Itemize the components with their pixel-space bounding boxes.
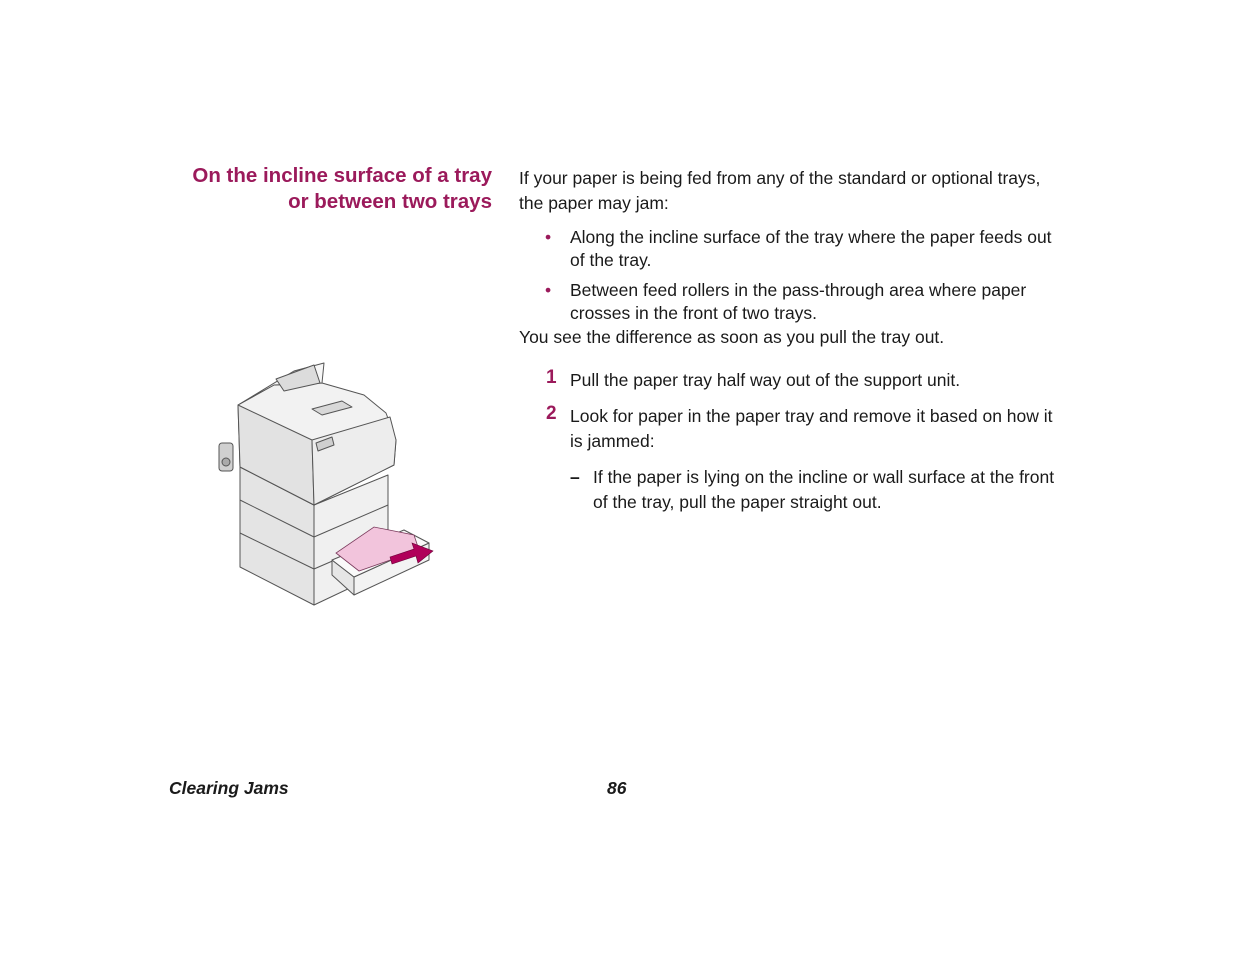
- bullet-item-line2: crosses in the front of two trays.: [570, 303, 818, 323]
- bullet-glyph: •: [545, 280, 552, 300]
- section-heading-line1: On the incline surface of a tray: [192, 164, 492, 187]
- section-heading: [150, 163, 492, 215]
- bullet-item-line2: of the tray.: [570, 250, 652, 270]
- intro-line2: the paper may jam:: [519, 193, 669, 213]
- step-text-line1: Look for paper in the paper tray and remove it based on how it: [570, 406, 1053, 426]
- printer-tray-jam-illustration: [214, 355, 439, 610]
- footer-chapter: Clearing Jams: [169, 778, 289, 798]
- step-text-line2: is jammed:: [570, 431, 655, 451]
- sub-item-line1: If the paper is lying on the incline or wall surface at the front: [593, 467, 1055, 487]
- bullet-item-line1: Along the incline surface of the tray where the paper feeds out: [570, 227, 1052, 247]
- difference-note: You see the difference as soon as you pull the tray out.: [519, 327, 945, 347]
- sub-item-line2: of the tray, pull the paper straight out.: [593, 492, 882, 512]
- step-number: 2: [546, 403, 557, 424]
- intro-line1: If your paper is being fed from any of the standard or optional trays,: [519, 168, 1041, 188]
- sub-item-dash: –: [570, 467, 580, 487]
- step-number: 1: [546, 367, 557, 388]
- step-text-line1: Pull the paper tray half way out of the support unit.: [570, 370, 961, 390]
- bullet-glyph: •: [545, 227, 552, 247]
- bullet-item-line1: Between feed rollers in the pass-through area where paper: [570, 280, 1027, 300]
- footer-page-number: 86: [607, 778, 627, 798]
- section-heading-line2: or between two trays: [288, 190, 492, 213]
